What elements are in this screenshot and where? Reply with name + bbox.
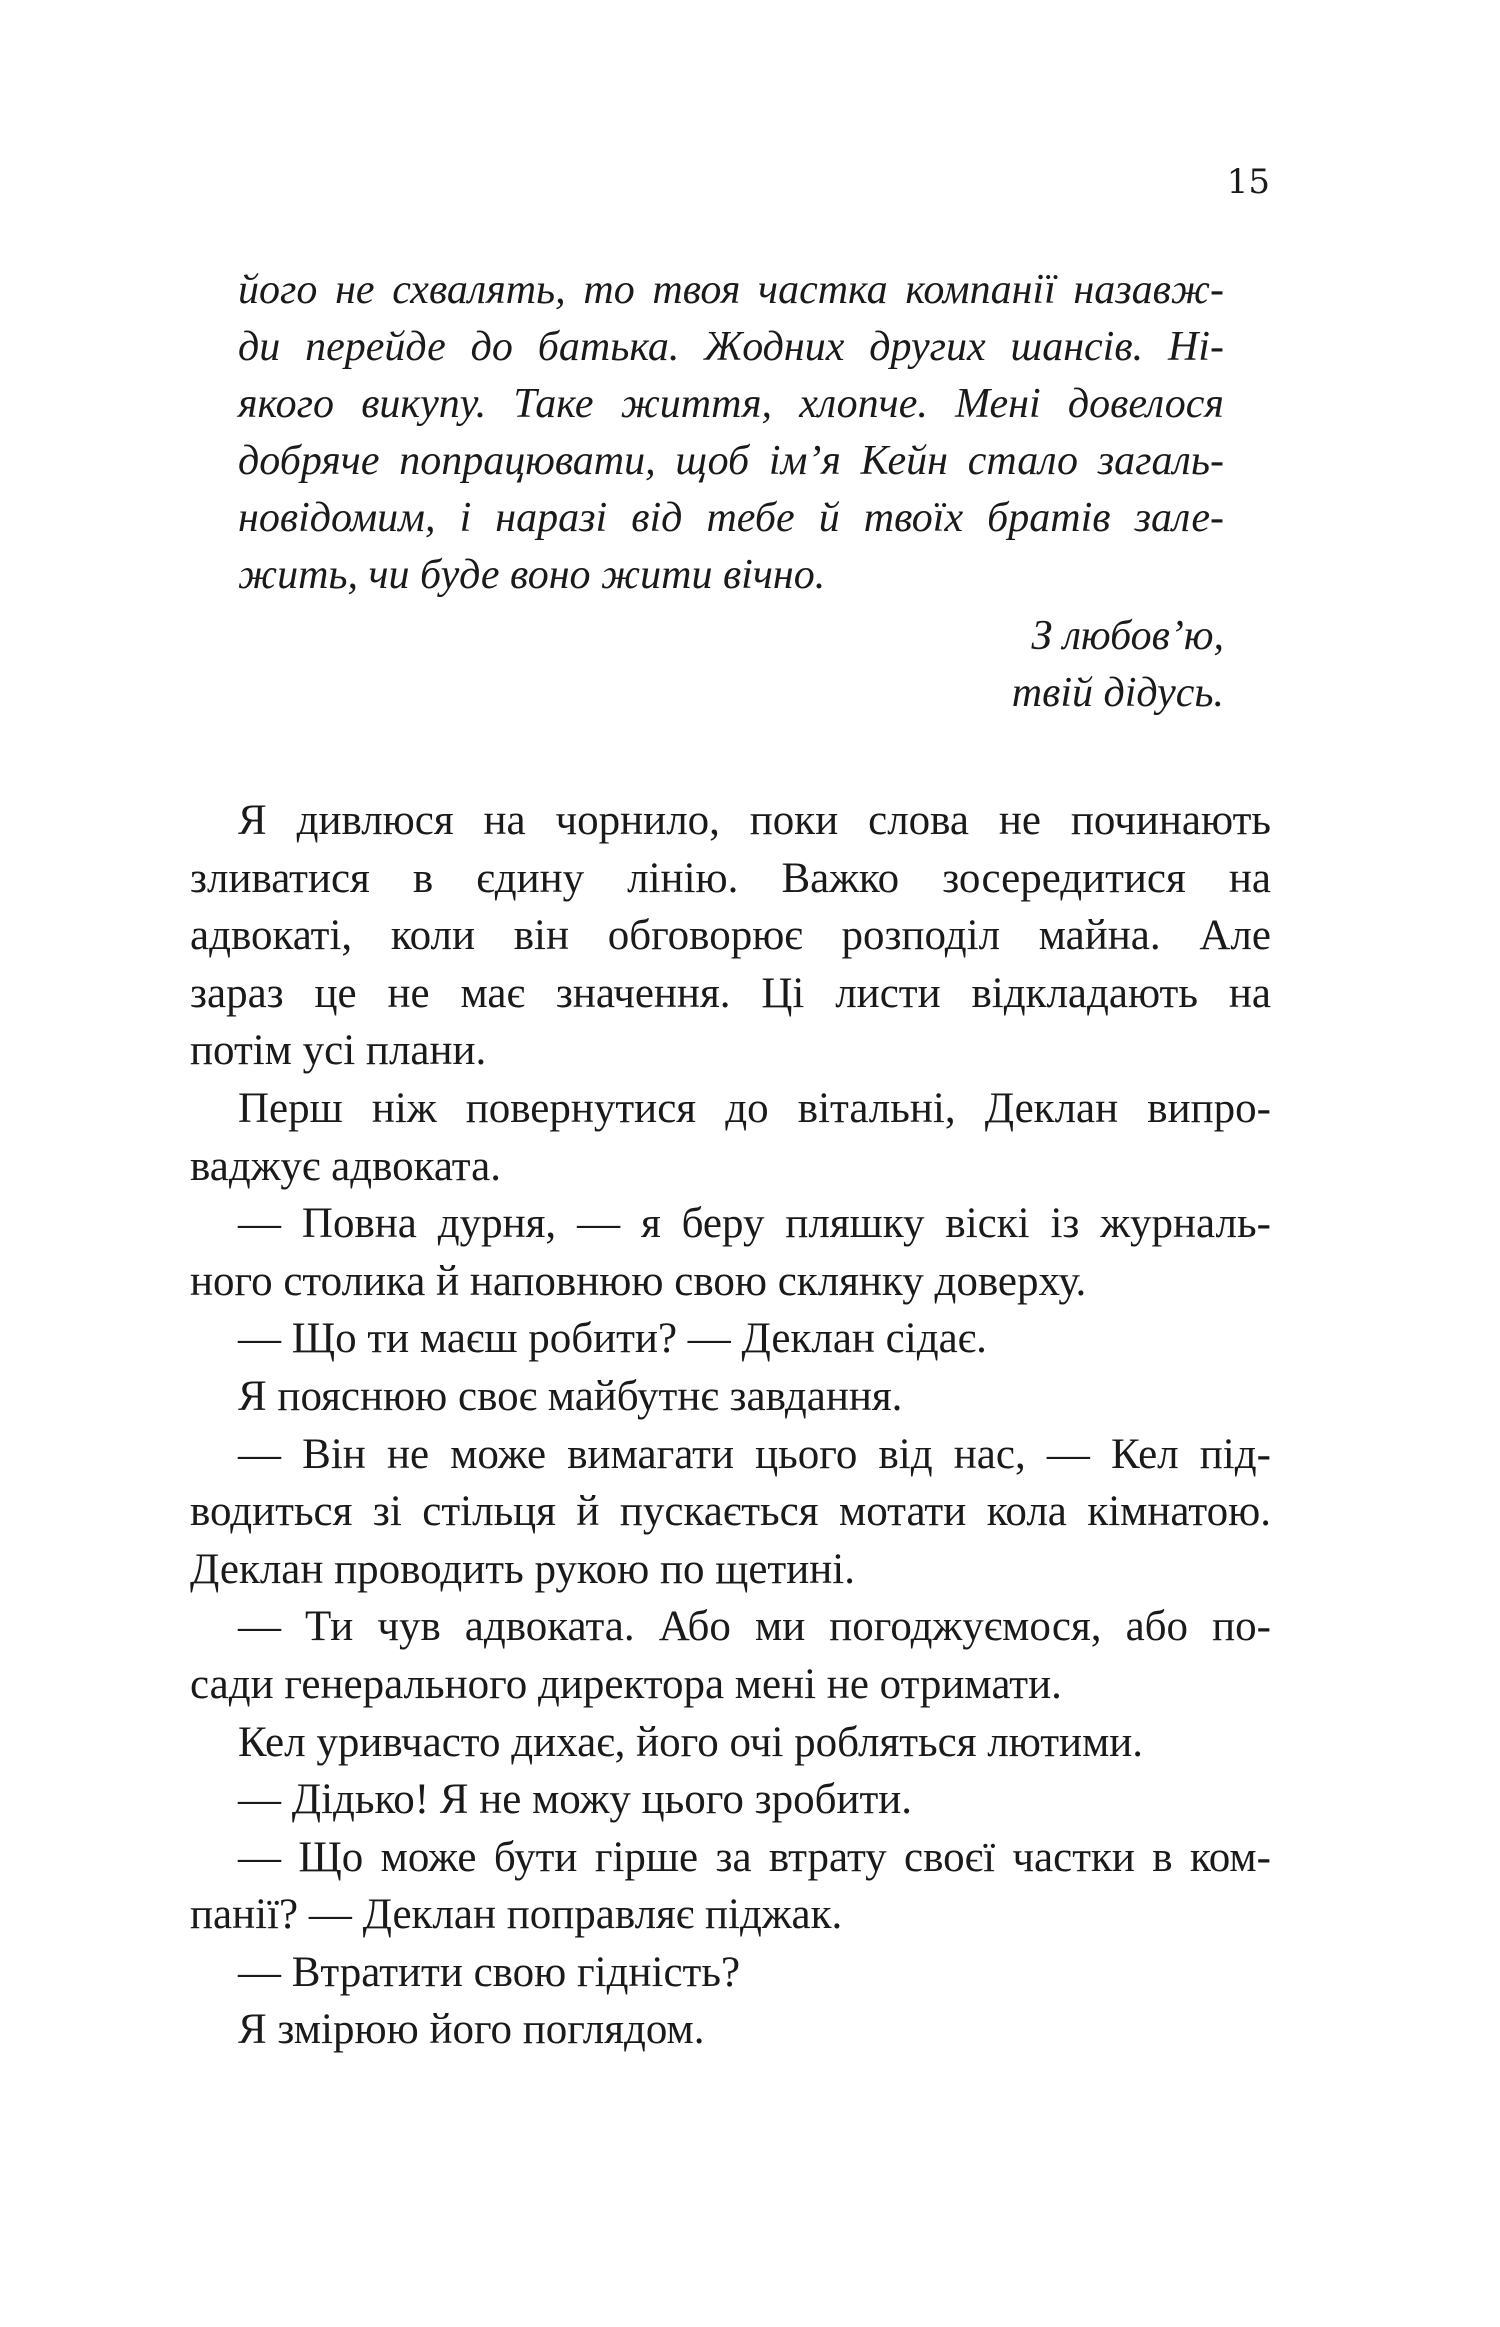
letter-line: якого викупу. Таке життя, хлопче. Мені довелося bbox=[238, 381, 1224, 427]
text-line: зливатися в єдину лінію. Важко зосередитися на bbox=[190, 854, 1271, 902]
page-number: 15 bbox=[1226, 162, 1270, 202]
letter-signature: твій дідусь. bbox=[1011, 670, 1224, 716]
text-line: Я дивлюся на чорнило, поки слова не починають bbox=[238, 797, 1271, 844]
text-line: Перш ніж повернутися до вітальні, Деклан випро- bbox=[238, 1084, 1271, 1132]
text-line: — Дідько! Я не можу цього зробити. bbox=[238, 1776, 913, 1824]
text-line: — Він не може вимагати цього від нас, — Кел під- bbox=[238, 1430, 1271, 1478]
letter-line: новідомим, і наразі від тебе й твоїх братів зале- bbox=[238, 495, 1224, 541]
text-line: Деклан проводить рукою по щетині. bbox=[190, 1545, 855, 1593]
text-line: — Втратити свою гідність? bbox=[238, 1948, 741, 1996]
text-line: панії? — Деклан поправляє піджак. bbox=[190, 1891, 843, 1939]
text-line: потім усі плани. bbox=[190, 1027, 487, 1075]
text-line: — Що може бути гірше за втрату своєї частки в ком- bbox=[238, 1833, 1271, 1881]
text-line: — Що ти маєш робити? — Деклан сідає. bbox=[238, 1315, 987, 1363]
text-line: адвокаті, коли він обговорює розподіл майна. Але bbox=[190, 912, 1271, 960]
text-line: зараз це не має значення. Ці листи відкладають на bbox=[190, 969, 1271, 1017]
text-line: Кел уривчасто дихає, його очі робляться лютими. bbox=[238, 1718, 1144, 1766]
text-line: ваджує адвоката. bbox=[190, 1142, 501, 1190]
text-line: — Повна дурня, — я беру пляшку віскі із журналь- bbox=[238, 1200, 1271, 1248]
text-line: ного столика й наповнюю свою склянку доверху. bbox=[190, 1257, 1087, 1305]
letter-line: добряче попрацювати, щоб ім’я Кейн стало загаль- bbox=[238, 438, 1224, 484]
text-line: Я змірюю його поглядом. bbox=[238, 2006, 705, 2054]
letter-line: ди перейде до батька. Жодних других шансів. Ні- bbox=[238, 324, 1224, 370]
letter-line: його не схвалять, то твоя частка компанії назавж- bbox=[238, 267, 1224, 313]
text-line: — Ти чув адвоката. Або ми погоджуємося, або по- bbox=[238, 1603, 1271, 1651]
letter-excerpt bbox=[238, 262, 1224, 722]
letter-line: жить, чи буде воно жити вічно. bbox=[238, 552, 826, 598]
text-line: Я пояснюю своє майбутнє завдання. bbox=[238, 1372, 903, 1420]
letter-closing: З любов’ю, bbox=[1031, 613, 1224, 659]
body-text bbox=[190, 792, 1271, 2059]
text-line: сади генерального директора мені не отримати. bbox=[190, 1660, 1062, 1708]
text-line: водиться зі стільця й пускається мотати кола кімнатою. bbox=[190, 1488, 1271, 1536]
